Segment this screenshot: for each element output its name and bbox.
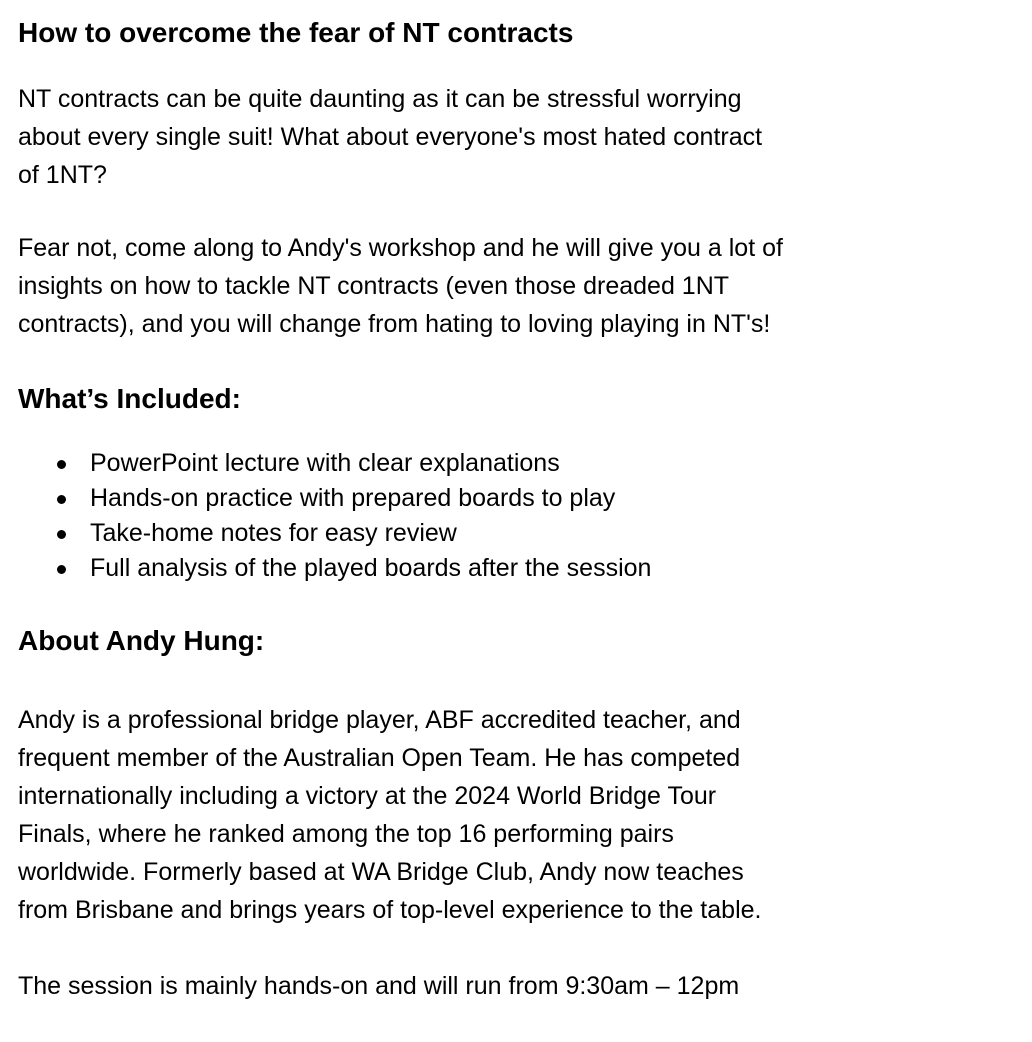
list-item-text: PowerPoint lecture with clear explanations: [90, 449, 560, 477]
encouragement-line: contracts), and you will change from hating to loving playing in NT's!: [18, 310, 771, 338]
about-line: Andy is a professional bridge player, ABF accredited teacher, and: [18, 706, 741, 734]
list-item: [18, 446, 651, 481]
encouragement-line: insights on how to tackle NT contracts (even those dreaded 1NT: [18, 272, 730, 300]
intro-line: about every single suit! What about everyone's most hated contract: [18, 123, 763, 151]
about-heading: About Andy Hung:: [18, 625, 265, 656]
session-note: [18, 967, 898, 1005]
intro-line: of 1NT?: [18, 161, 107, 189]
list-item-text: Hands-on practice with prepared boards to play: [90, 484, 616, 512]
about-line: frequent member of the Australian Open Team. He has competed: [18, 744, 741, 772]
session-note-text: The session is mainly hands-on and will run from 9:30am – 12pm: [18, 972, 740, 1000]
bullet-icon: [57, 565, 66, 574]
about-line: worldwide. Formerly based at WA Bridge Club, Andy now teaches: [18, 858, 744, 886]
bullet-icon: [57, 530, 66, 539]
included-heading: What’s Included:: [18, 383, 241, 414]
encouragement-paragraph: [18, 229, 898, 343]
encouragement-line: Fear not, come along to Andy's workshop and he will give you a lot of: [18, 234, 783, 262]
intro-paragraph: [18, 80, 898, 194]
list-item: [18, 516, 651, 551]
bullet-icon: [57, 460, 66, 469]
list-item-text: Take-home notes for easy review: [90, 519, 457, 547]
list-item: [18, 481, 651, 516]
bullet-icon: [57, 495, 66, 504]
about-line: internationally including a victory at the 2024 World Bridge Tour: [18, 782, 717, 810]
page-title: How to overcome the fear of NT contracts: [18, 17, 574, 48]
about-line: from Brisbane and brings years of top-level experience to the table.: [18, 896, 762, 924]
about-line: Finals, where he ranked among the top 16 performing pairs: [18, 820, 674, 848]
intro-line: NT contracts can be quite daunting as it can be stressful worrying: [18, 85, 742, 113]
list-item-text: Full analysis of the played boards after the session: [90, 554, 652, 582]
list-item: [18, 551, 651, 586]
about-paragraph: [18, 701, 898, 929]
included-list: [18, 446, 651, 586]
